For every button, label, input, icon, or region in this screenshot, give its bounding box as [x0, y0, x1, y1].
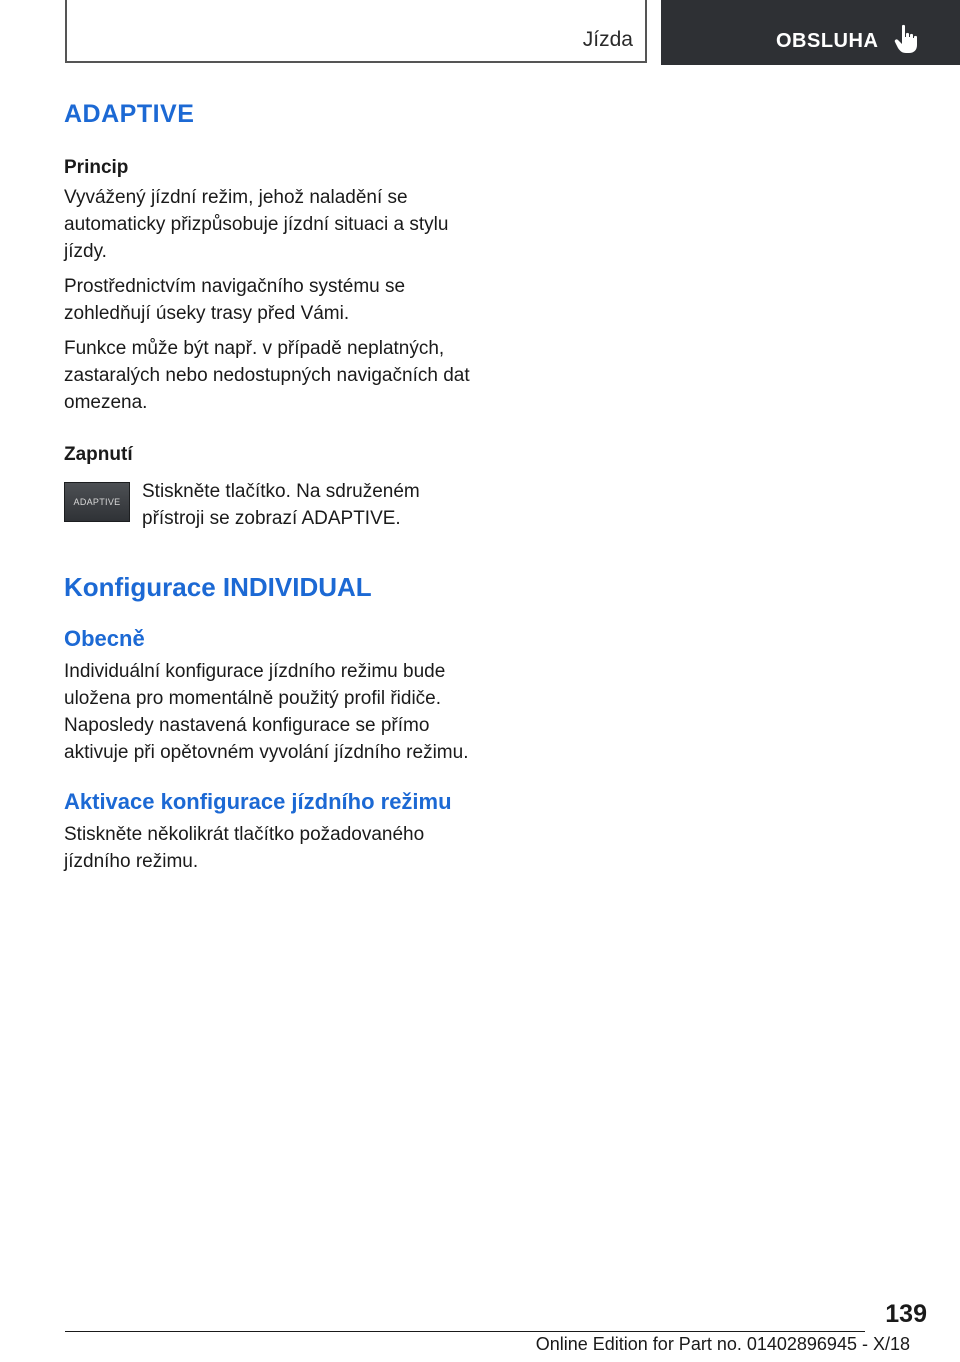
zapnuti-text: Stiskněte tlačítko. Na sdruženém přístroji se zobrazí ADAPTIVE.: [142, 481, 420, 529]
aktivace-heading: Aktivace konfigurace jízdního režimu: [64, 789, 452, 814]
princip-paragraph-1: Vyvážený jízdní režim, jehož naladění se automaticky přizpůsobuje jízdní situaci a stylu jízdy.: [64, 187, 449, 262]
chapter-title: Jízda: [582, 28, 633, 51]
zapnuti-heading: Zapnutí: [64, 444, 133, 465]
section-tab-label: OBSLUHA: [776, 30, 879, 52]
obecne-paragraph: Individuální konfigurace jízdního režimu bude uložena pro momentálně použitý profil řidiče. Naposledy nastavená konfigurace se přímo aktivuje při opětovném vyvolání jízdního režimu.: [64, 661, 469, 763]
pointing-hand-icon: [894, 24, 920, 54]
obecne-heading: Obecně: [64, 626, 145, 651]
aktivace-paragraph: Stiskněte několikrát tlačítko požadovaného jízdního režimu.: [64, 824, 425, 872]
princip-paragraph-2: Prostřednictvím navigačního systému se zohledňují úseky trasy před Vámi.: [64, 276, 406, 324]
page-number: 139: [885, 1300, 927, 1328]
section-tab: [661, 0, 960, 65]
individual-heading: Konfigurace INDIVIDUAL: [64, 572, 372, 602]
zapnuti-instruction: [64, 478, 479, 532]
princip-heading: Princip: [64, 157, 129, 178]
adaptive-title: ADAPTIVE: [64, 100, 195, 128]
adaptive-button-label: ADAPTIVE: [73, 497, 121, 507]
footer-edition: Online Edition for Part no. 01402896945 - X/18: [535, 1334, 910, 1354]
adaptive-button-image: [64, 482, 130, 522]
footer-divider: [65, 1331, 865, 1332]
header-chapter-box: [65, 0, 647, 63]
princip-paragraph-3: Funkce může být např. v případě neplatných, zastaralých nebo nedostupných navigačních dat omezena.: [64, 338, 470, 413]
main-content: [64, 100, 479, 875]
